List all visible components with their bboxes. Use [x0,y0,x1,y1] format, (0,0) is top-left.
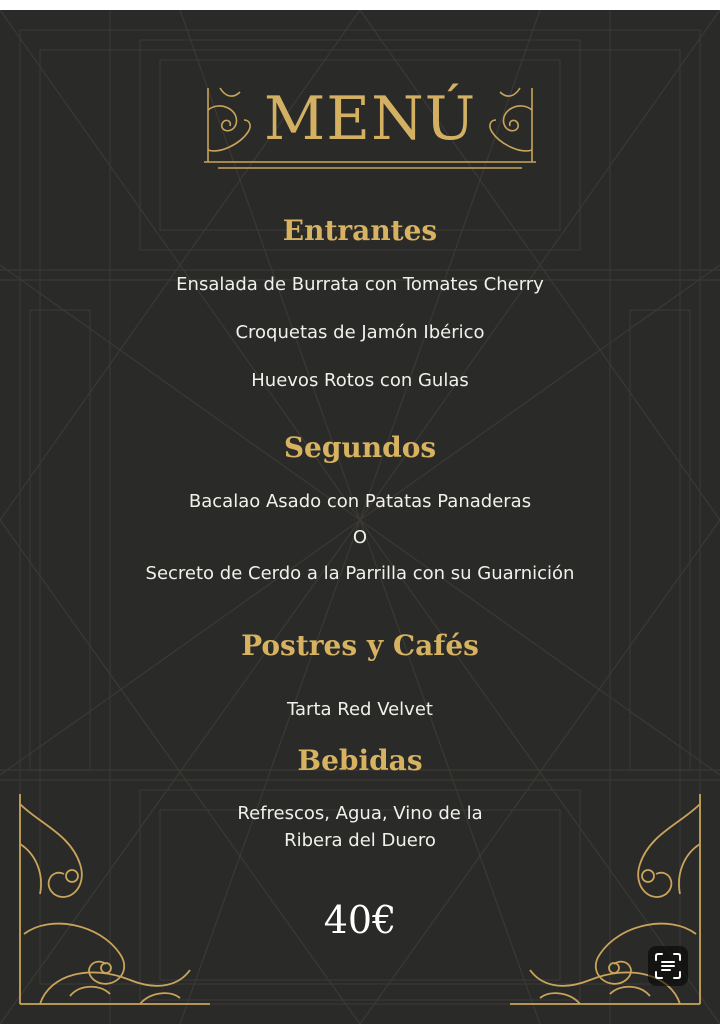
menu-page [0,10,720,1024]
menu-item-separator: O [352,527,368,548]
menu-item: Ensalada de Burrata con Tomates Cherry [176,274,544,295]
menu-item: Bacalao Asado con Patatas Panaderas [188,491,532,512]
page-title: MENÚ [263,84,477,154]
section-heading-entrantes: Entrantes [282,214,438,247]
menu-price: 40€ [323,898,397,942]
section-heading-segundos: Segundos [283,431,437,464]
menu-item: Refrescos, Agua, Vino de la [237,803,483,824]
menu-item: Tarta Red Velvet [287,699,433,720]
menu-item: Ribera del Duero [284,830,436,851]
title-frame [200,80,540,170]
text-scan-button[interactable] [648,946,688,986]
menu-item: Croquetas de Jamón Ibérico [235,322,485,343]
corner-flourish-left-icon [10,784,210,1014]
text-scan-icon [648,946,688,986]
menu-item: Secreto de Cerdo a la Parrilla con su Guarnición [145,563,575,584]
section-heading-postres: Postres y Cafés [241,629,479,662]
section-heading-bebidas: Bebidas [297,744,423,777]
menu-item: Huevos Rotos con Gulas [251,370,469,391]
